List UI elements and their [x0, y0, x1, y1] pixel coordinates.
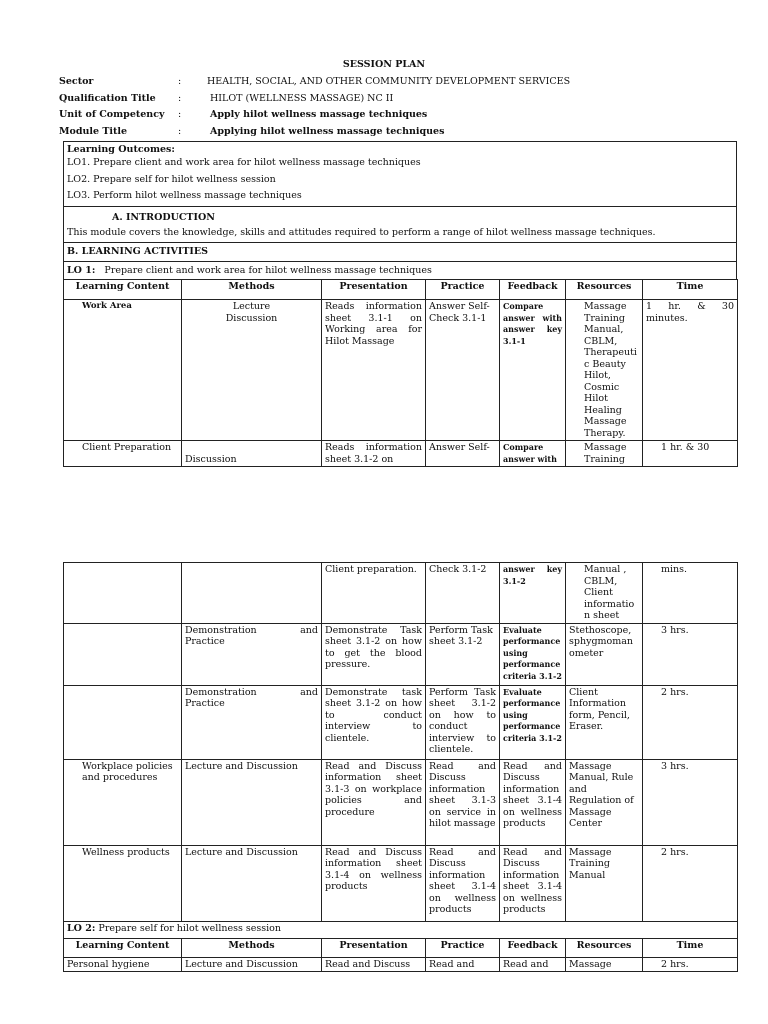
practice-cell: Read and	[426, 957, 500, 972]
column-header: Resources	[566, 280, 643, 300]
resources-cell: Massage Manual, Rule and Regulation of Massage Center	[566, 759, 643, 845]
column-header: Methods	[182, 280, 322, 300]
column-header: Resources	[566, 938, 643, 957]
presentation-cell: Reads information sheet 3.1-1 on Working area for Hilot Massage	[322, 300, 426, 441]
table-row	[64, 845, 738, 921]
resources-cell: Massage Training Manual, CBLM, Therapeuti c Beauty Hilot, Cosmic Hilot Healing Massage Therapy.	[566, 300, 643, 441]
table-header-row	[64, 280, 738, 300]
learning-outcome-item: LO1. Prepare client and work area for hilot wellness massage techniques	[67, 157, 421, 168]
activities-table-page-2	[63, 562, 738, 972]
feedback-cell: Read and Discuss information sheet 3.1-4 on wellness products	[500, 845, 566, 921]
presentation-cell: Demonstrate Task sheet 3.1-2 on how to get the blood pressure.	[322, 623, 426, 685]
learning-content-cell: Wellness products	[64, 845, 182, 921]
table-row	[64, 441, 738, 467]
learning-outcome-item: LO3. Perform hilot wellness massage techniques	[67, 190, 302, 201]
colon: :	[178, 109, 182, 120]
lo2-row	[64, 921, 738, 938]
practice-cell: Answer Self-	[426, 441, 500, 467]
unit-label: Unit of Competency	[59, 109, 165, 120]
table-row	[64, 957, 738, 972]
sector-label: Sector	[59, 76, 94, 87]
presentation-cell: Read and Discuss	[322, 957, 426, 972]
column-header: Learning Content	[64, 938, 182, 957]
learning-outcomes-heading: Learning Outcomes:	[67, 144, 175, 155]
learning-content-cell	[64, 623, 182, 685]
methods-cell: Demonstration and Practice	[182, 685, 322, 759]
practice-cell: Read and Discuss information sheet 3.1-4 on wellness products	[426, 845, 500, 921]
learning-content-cell	[64, 685, 182, 759]
practice-cell: Check 3.1-2	[426, 563, 500, 624]
practice-cell: Perform Task sheet 3.1-2 on how to conduct interview to clientele.	[426, 685, 500, 759]
methods-cell: Lecture and Discussion	[182, 759, 322, 845]
practice-cell: Answer Self-Check 3.1-1	[426, 300, 500, 441]
time-cell: mins.	[643, 563, 738, 624]
column-header: Learning Content	[64, 280, 182, 300]
column-header: Presentation	[322, 280, 426, 300]
time-cell: 1 hr. & 30 minutes.	[643, 300, 738, 441]
presentation-cell: Client preparation.	[322, 563, 426, 624]
feedback-cell: answer key 3.1-2	[500, 563, 566, 624]
table-row	[64, 563, 738, 624]
column-header: Feedback	[500, 938, 566, 957]
colon: :	[178, 76, 182, 87]
feedback-cell: Evaluate performance using performance criteria 3.1-2	[500, 685, 566, 759]
time-cell: 3 hrs.	[643, 759, 738, 845]
presentation-cell: Read and Discuss information sheet 3.1-3 on workplace policies and procedure	[322, 759, 426, 845]
resources-cell: Stethoscope, sphygmoman ometer	[566, 623, 643, 685]
feedback-cell: Compare answer with	[500, 441, 566, 467]
resources-cell: Client Information form, Pencil, Eraser.	[566, 685, 643, 759]
table-row	[64, 623, 738, 685]
practice-cell: Perform Task sheet 3.1-2	[426, 623, 500, 685]
time-cell: 1 hr. & 30	[643, 441, 738, 467]
table-row	[64, 300, 738, 441]
feedback-cell: Read and	[500, 957, 566, 972]
presentation-cell: Read and Discuss information sheet 3.1-4 on wellness products	[322, 845, 426, 921]
lo1-text: Prepare client and work area for hilot wellness massage techniques	[104, 265, 432, 276]
resources-cell: Massage	[566, 957, 643, 972]
methods-cell: Discussion	[182, 441, 322, 467]
learning-content-cell: Personal hygiene	[64, 957, 182, 972]
methods-cell: Lecture Discussion	[182, 300, 322, 441]
learning-content-cell: Workplace policies and procedures	[64, 759, 182, 845]
resources-cell: Manual , CBLM, Client informatio n sheet	[566, 563, 643, 624]
presentation-cell: Reads information sheet 3.1-2 on	[322, 441, 426, 467]
introduction-heading: A. INTRODUCTION	[112, 212, 215, 223]
table-row	[64, 759, 738, 845]
column-header: Feedback	[500, 280, 566, 300]
qualification-value: HILOT (WELLNESS MASSAGE) NC II	[210, 93, 394, 104]
presentation-cell: Demonstrate task sheet 3.1-2 on how to conduct interview to clientele.	[322, 685, 426, 759]
module-label: Module Title	[59, 126, 128, 137]
learning-content-cell	[64, 563, 182, 624]
time-cell: 2 hrs.	[643, 845, 738, 921]
learning-outcomes-block	[63, 141, 737, 207]
page-title: SESSION PLAN	[342, 59, 426, 70]
unit-value: Apply hilot wellness massage techniques	[210, 109, 428, 120]
column-header: Practice	[426, 938, 500, 957]
time-cell: 2 hrs.	[643, 685, 738, 759]
introduction-block	[63, 207, 737, 243]
learning-outcome-item: LO2. Prepare self for hilot wellness session	[67, 173, 276, 185]
colon: :	[178, 93, 182, 104]
module-value: Applying hilot wellness massage techniques	[210, 126, 445, 137]
column-header: Time	[643, 280, 738, 300]
learning-content-cell: Work Area	[64, 300, 182, 441]
sector-value: HEALTH, SOCIAL, AND OTHER COMMUNITY DEVELOPMENT SERVICES	[207, 76, 571, 87]
table-row	[64, 685, 738, 759]
feedback-cell: Read and Discuss information sheet 3.1-4 on wellness products	[500, 759, 566, 845]
lo1-label: LO 1:	[67, 265, 96, 276]
lo2-text: Prepare self for hilot wellness session	[98, 922, 281, 934]
column-header: Presentation	[322, 938, 426, 957]
time-cell: 3 hrs.	[643, 623, 738, 685]
colon: :	[178, 126, 182, 137]
feedback-cell: Compare answer with answer key 3.1-1	[500, 300, 566, 441]
resources-cell: Massage Training Manual	[566, 845, 643, 921]
methods-cell: Lecture and Discussion	[182, 845, 322, 921]
table-header-row	[64, 938, 738, 957]
session-plan-page-1	[63, 141, 737, 467]
column-header: Time	[643, 938, 738, 957]
lo1-row	[63, 262, 737, 280]
activities-table-page-1	[63, 279, 738, 467]
introduction-text: This module covers the knowledge, skills and attitudes required to perform a range of hilot wellness massage techniques.	[67, 227, 656, 238]
feedback-cell: Evaluate performance using performance criteria 3.1-2	[500, 623, 566, 685]
column-header: Methods	[182, 938, 322, 957]
qualification-label: Qualification Title	[59, 93, 156, 104]
lo2-label: LO 2:	[67, 922, 96, 934]
column-header: Practice	[426, 280, 500, 300]
learning-content-cell: Client Preparation	[64, 441, 182, 467]
resources-cell: Massage Training	[566, 441, 643, 467]
methods-cell: Demonstration and Practice	[182, 623, 322, 685]
methods-cell: Lecture and Discussion	[182, 957, 322, 972]
learning-activities-heading: B. LEARNING ACTIVITIES	[63, 243, 737, 262]
practice-cell: Read and Discuss information sheet 3.1-3 on service in hilot massage	[426, 759, 500, 845]
time-cell: 2 hrs.	[643, 957, 738, 972]
methods-cell	[182, 563, 322, 624]
